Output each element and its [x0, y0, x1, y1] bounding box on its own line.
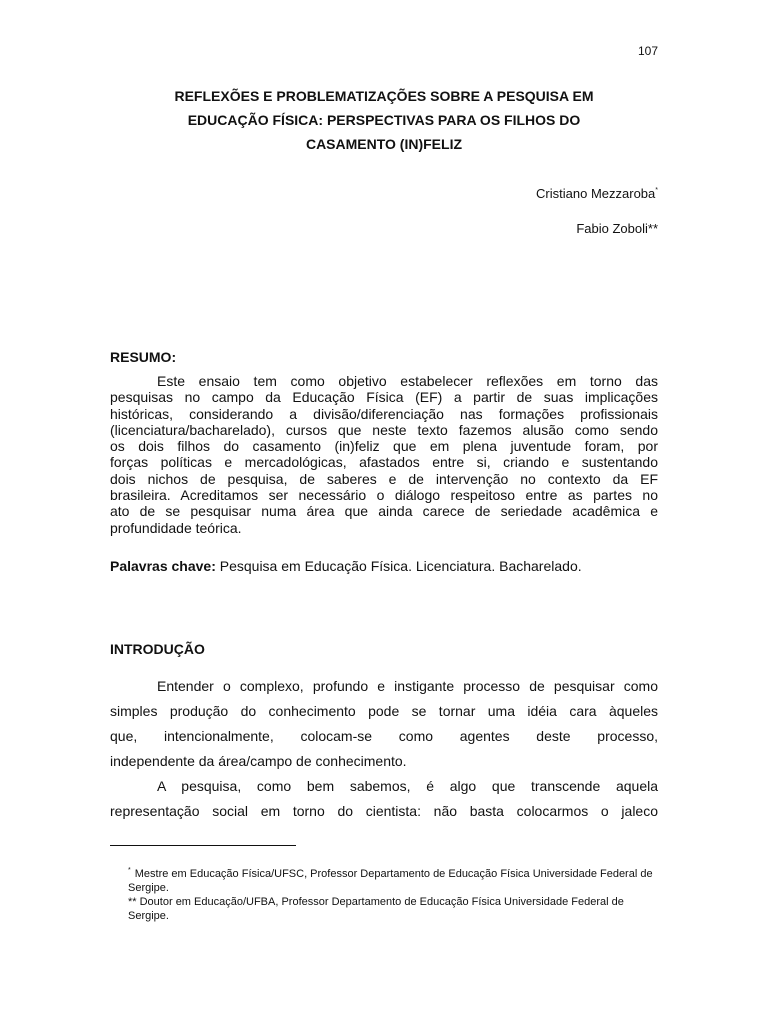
author-1 — [536, 186, 658, 201]
intro-line: A pesquisa, como bem sabemos, é algo que transcende aquela — [157, 778, 658, 794]
author-2 — [576, 221, 658, 236]
abstract-line: profundidade teórica. — [110, 519, 242, 536]
intro-line: simples produção do conhecimento pode se tornar uma idéia cara àqueles — [110, 703, 658, 719]
intro-line: independente da área/campo de conhecimento. — [110, 753, 407, 769]
abstract-line: brasileira. Acreditamos ser necessário o diálogo respeitoso entre as partes no — [110, 487, 658, 504]
title-line: CASAMENTO (IN)FELIZ — [305, 136, 463, 152]
abstract-line: forças políticas e mercadológicas, afastados entre si, criando e sustentando — [110, 454, 658, 471]
author-footnote-mark: * — [655, 187, 658, 194]
title-line: REFLEXÕES E PROBLEMATIZAÇÕES SOBRE A PESQUISA EM — [174, 88, 594, 104]
footnote-2 — [128, 895, 658, 923]
footnote-separator — [110, 845, 296, 846]
introduction-body — [110, 674, 658, 824]
author-name: Fabio Zoboli** — [576, 221, 658, 236]
abstract-line: Este ensaio tem como objetivo estabelecer reflexões em torno das — [157, 373, 658, 389]
abstract-line: pesquisas no campo da Educação Física (EF) a partir de suas implicações — [110, 389, 658, 406]
abstract-body — [110, 373, 658, 536]
abstract-line: históricas, considerando a divisão/diferenciação nas formações profissionais — [110, 405, 658, 422]
footnotes — [128, 864, 658, 923]
abstract-line: os dois filhos do casamento (in)feliz que em plena juventude foram, por — [110, 438, 658, 455]
introduction-heading: INTRODUÇÃO — [110, 641, 205, 657]
keywords-text: Pesquisa em Educação Física. Licenciatura. Bacharelado. — [219, 558, 582, 574]
abstract-line: (licenciatura/bacharelado), cursos que neste texto fazemos alusão como sendo — [110, 421, 658, 438]
footnote-text: ** Doutor em Educação/UFBA, Professor Departamento de Educação Física Universidade Federal de Sergipe. — [128, 896, 624, 922]
intro-line: que, intencionalmente, colocam-se como agentes deste processo, — [110, 728, 658, 744]
footnote-mark: * — [128, 867, 131, 874]
keywords — [110, 558, 658, 574]
keywords-label: Palavras chave: — [110, 558, 216, 574]
abstract-line: ato de se pesquisar numa área que ainda carece de seriedade acadêmica e — [110, 503, 658, 520]
intro-line: Entender o complexo, profundo e instigante processo de pesquisar como — [157, 678, 658, 694]
intro-line: representação social em torno do cientista: não basta colocarmos o jaleco — [110, 803, 658, 819]
footnote-1 — [128, 864, 658, 895]
page-number: 107 — [637, 44, 658, 58]
footnote-text: Mestre em Educação Física/UFSC, Professor Departamento de Educação Física Universidade Federal de Sergipe. — [128, 868, 653, 894]
abstract-line: dois nichos de pesquisa, de saberes e de intervenção no contexto da EF — [110, 470, 658, 487]
author-name: Cristiano Mezzaroba — [536, 186, 656, 201]
abstract-heading: RESUMO: — [110, 349, 177, 365]
article-title — [110, 84, 658, 156]
title-line: EDUCAÇÃO FÍSICA: PERSPECTIVAS PARA OS FILHOS DO — [187, 112, 581, 128]
